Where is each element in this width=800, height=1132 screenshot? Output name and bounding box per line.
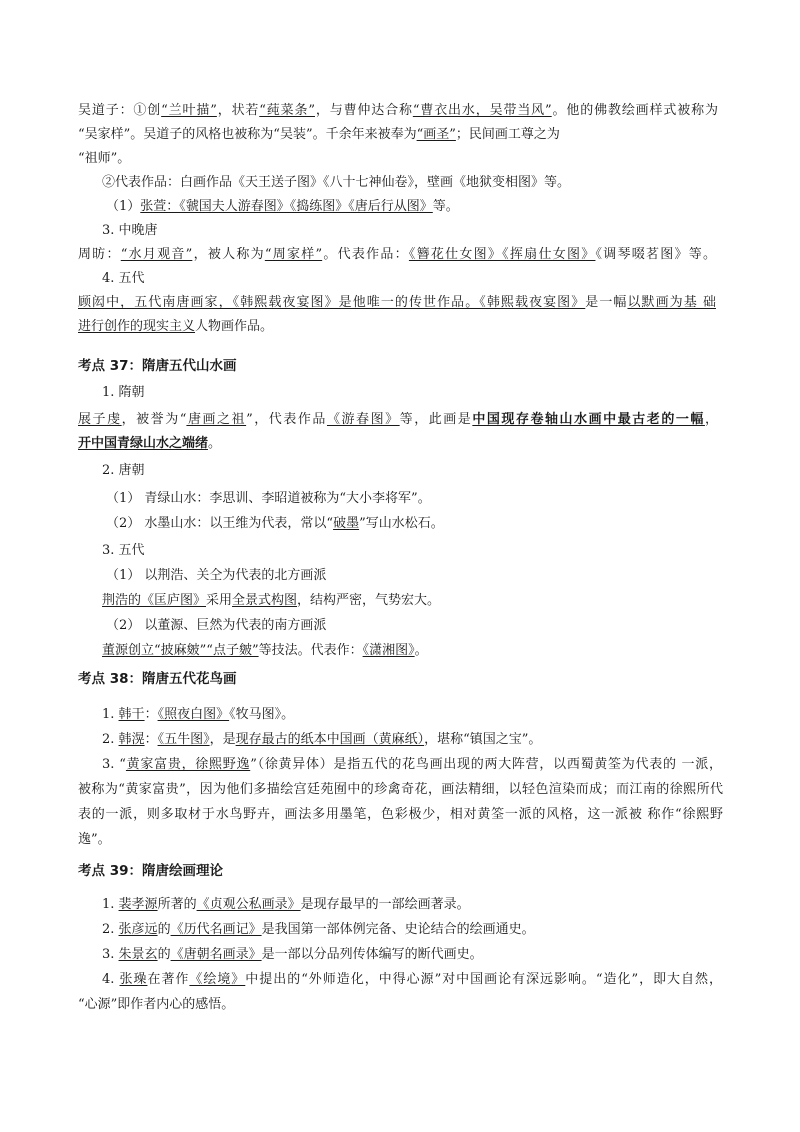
- text-line: [78, 806, 723, 824]
- text-segment: ”，代表作品: [246, 412, 327, 427]
- underlined-text: 《游春图》: [326, 412, 400, 427]
- text-segment: （1） 青绿山水：李思训、李昭道被称为“大小李将军”。: [106, 491, 431, 506]
- text-line: [106, 490, 431, 508]
- text-segment: 采用: [206, 593, 233, 608]
- underlined-text: 破墨: [333, 516, 360, 531]
- text-segment: ，被人称为: [192, 247, 265, 262]
- text-segment: ，结构严密，气势宏大。: [297, 593, 441, 608]
- underlined-text: 全景式构图: [232, 593, 298, 608]
- underlined-text: 《历代名画记》: [170, 922, 262, 937]
- section-heading: [78, 862, 223, 880]
- underlined-text: 《簪花仕女图》《挥扇仕女图》: [408, 247, 596, 262]
- text-line: [102, 222, 158, 240]
- text-line: [106, 515, 444, 533]
- underlined-text: 顾闳中，五代南唐画家，《韩熙载夜宴图》是他唯一的传世作品。《韩熙载夜宴图》: [78, 295, 586, 310]
- text-segment: ；民间画工尊之为: [455, 127, 560, 142]
- text-segment: ：: [144, 707, 158, 722]
- text-segment: 表的一派，则多取材于水鸟野卉，画法多用墨笔，色彩极少，相对黄筌一派的风格，这一派被 称作“徐熙野: [78, 807, 723, 822]
- text-segment: 被称为“黄家富贵”，因为他们多描绘宫廷苑囿中的珍禽奇花，画法精细，以轻色渲染而成；而江南的徐熙所代: [78, 782, 723, 797]
- text-segment: 3. “: [102, 757, 126, 772]
- text-segment: 。: [208, 436, 222, 451]
- text-segment: 《牧马图》。: [229, 707, 295, 722]
- underlined-text: 《潇湘图》: [362, 643, 415, 658]
- text-line: [78, 126, 560, 144]
- text-segment: 是现存最早的一部绘画著录。: [300, 897, 470, 912]
- text-segment: ，堪称“镇国之宝”。: [424, 732, 542, 747]
- underlined-text: 韩滉: [118, 732, 145, 747]
- text-segment: （1） 以荆浩、关仝为代表的北方画派: [106, 568, 327, 583]
- text-segment: 《调琴啜茗图》等。: [595, 247, 716, 262]
- underlined-text: 现存最古的纸本中国画（黄麻纸）: [235, 732, 425, 747]
- text-line: [102, 971, 722, 989]
- underlined-text: “水月观音”: [120, 247, 193, 262]
- text-segment: （2） 水墨山水：以王维为代表，常以“: [106, 516, 334, 531]
- underlined-text: “曹衣出水，吴带当风”: [412, 103, 552, 118]
- text-line: [78, 294, 716, 312]
- text-segment: （2） 以董源、巨然为代表的南方画派: [106, 618, 327, 633]
- text-segment: 3. 五代: [102, 543, 145, 558]
- text-segment: ”写山水松石。: [359, 516, 444, 531]
- text-segment: 人物画作品。: [195, 319, 274, 334]
- underlined-text: 开中国青绿山水之端绪: [78, 436, 209, 451]
- underlined-text: 《五牛图》: [157, 732, 210, 747]
- text-segment: 。代表作品：: [322, 247, 409, 262]
- text-segment: 是我国第一部体例完备、史论结合的绘画通史。: [261, 922, 535, 937]
- underlined-text: 中国现存卷轴山水画中最古老的一幅: [472, 412, 705, 427]
- text-segment: ，状若: [216, 103, 260, 118]
- text-line: [102, 921, 535, 939]
- text-segment: “吴家样”。吴道子的风格也被称为“吴装”。千余年来被奉为: [78, 127, 417, 142]
- underlined-text: 《绘境》: [189, 972, 246, 987]
- text-line: [78, 781, 723, 799]
- text-segment: 等，此画是: [399, 412, 473, 427]
- text-segment: ，被誉为“: [121, 412, 187, 427]
- underlined-text: 张萱：《虢国夫人游春图》《捣练图》《唐后行从图》: [140, 199, 433, 214]
- text-segment: ，是: [209, 732, 236, 747]
- text-line: [102, 462, 145, 480]
- text-line: [102, 592, 440, 610]
- text-segment: 的: [157, 922, 171, 937]
- underlined-text: 荆浩的《匡庐图》: [102, 593, 207, 608]
- underlined-text: 唐画之祖: [186, 412, 247, 427]
- text-segment: 是一幅: [585, 295, 628, 310]
- text-segment: 2.: [102, 922, 119, 937]
- text-segment: 。: [414, 643, 428, 658]
- text-line: [78, 150, 130, 168]
- section-heading: [78, 357, 237, 375]
- text-line: [78, 411, 718, 429]
- text-segment: 吴道子：①创: [78, 103, 162, 118]
- text-segment: 在著作: [147, 972, 190, 987]
- underlined-text: 董源创立“披麻皴”“点子皴”: [102, 643, 259, 658]
- text-segment: 考点 38：隋唐五代花鸟画: [78, 671, 237, 687]
- text-segment: ，: [704, 412, 718, 427]
- text-line: [102, 542, 145, 560]
- underlined-text: “周家样”: [264, 247, 323, 262]
- underlined-text: 展子虔: [78, 412, 122, 427]
- underlined-text: 韩干: [118, 707, 145, 722]
- text-segment: ：: [144, 732, 158, 747]
- text-line: [106, 198, 459, 216]
- text-segment: 考点 39：隋唐绘画理论: [78, 863, 223, 879]
- text-segment: 。他的佛教绘画样式被称为: [551, 103, 718, 118]
- text-segment: （1）: [106, 199, 141, 214]
- text-segment: 考点 37：隋唐五代山水画: [78, 358, 237, 374]
- underlined-text: “兰叶描”: [161, 103, 217, 118]
- text-segment: 2. 唐朝: [102, 463, 145, 478]
- text-line: [102, 756, 722, 774]
- text-segment: 是一部以分品列传体编写的断代画史。: [261, 947, 483, 962]
- text-line: [78, 318, 273, 336]
- underlined-text: 《照夜白图》: [157, 707, 230, 722]
- text-line: [78, 996, 234, 1014]
- text-segment: 中提出的“外师造化，中得心源”对中国画论有深远影响。“造化”，即大自然，: [245, 972, 722, 987]
- text-line: [102, 270, 145, 288]
- underlined-text: 朱景玄: [118, 947, 158, 962]
- text-segment: 2.: [102, 732, 119, 747]
- underlined-text: 裴孝源: [118, 897, 158, 912]
- text-line: [102, 731, 541, 749]
- text-segment: 1. 隋朝: [102, 385, 145, 400]
- text-segment: 4. 五代: [102, 271, 145, 286]
- text-segment: 逸”。: [78, 832, 111, 847]
- text-segment: 3. 中晚唐: [102, 223, 158, 238]
- underlined-text: 《唐朝名画录》: [170, 947, 262, 962]
- text-segment: 周昉：: [78, 247, 121, 262]
- text-line: [102, 384, 145, 402]
- text-line: [78, 831, 111, 849]
- underlined-text: “莼菜条”: [259, 103, 315, 118]
- text-line: [106, 617, 326, 635]
- underlined-text: “画圣”: [416, 127, 456, 142]
- text-line: [102, 174, 570, 192]
- text-segment: 的: [157, 947, 171, 962]
- underlined-text: 黄家富贵，徐熙野逸: [125, 757, 251, 772]
- text-line: [78, 102, 718, 120]
- text-segment: ”（徐黄异体）是指五代的花鸟画出现的两大阵营，以西蜀黄筌为代表的 一派，: [250, 757, 722, 772]
- text-line: [102, 946, 483, 964]
- text-segment: 所著的: [157, 897, 197, 912]
- section-heading: [78, 670, 237, 688]
- text-segment: 等。: [432, 199, 459, 214]
- text-segment: “心源”即作者内心的感悟。: [78, 997, 235, 1012]
- text-segment: 4.: [102, 972, 120, 987]
- text-line: [78, 435, 221, 453]
- text-segment: “祖师”。: [78, 151, 131, 166]
- underlined-text: 张彦远: [118, 922, 158, 937]
- text-line: [102, 896, 470, 914]
- text-segment: 1.: [102, 707, 119, 722]
- underlined-text: 进行创作的现实主义: [78, 319, 196, 334]
- text-line: [102, 642, 428, 660]
- underlined-text: 以默画为基 础: [627, 295, 716, 310]
- underlined-text: 张璪: [119, 972, 148, 987]
- text-line: [106, 567, 326, 585]
- underlined-text: 《贞观公私画录》: [196, 897, 301, 912]
- text-line: [78, 246, 716, 264]
- text-line: [102, 706, 294, 724]
- text-segment: 1.: [102, 897, 119, 912]
- text-segment: 等技法。代表作：: [258, 643, 363, 658]
- text-segment: 3.: [102, 947, 119, 962]
- text-segment: ，与曹仲达合称: [315, 103, 413, 118]
- text-segment: ②代表作品：白画作品《天王送子图》《八十七神仙卷》，壁画《地狱变相图》等。: [102, 175, 571, 190]
